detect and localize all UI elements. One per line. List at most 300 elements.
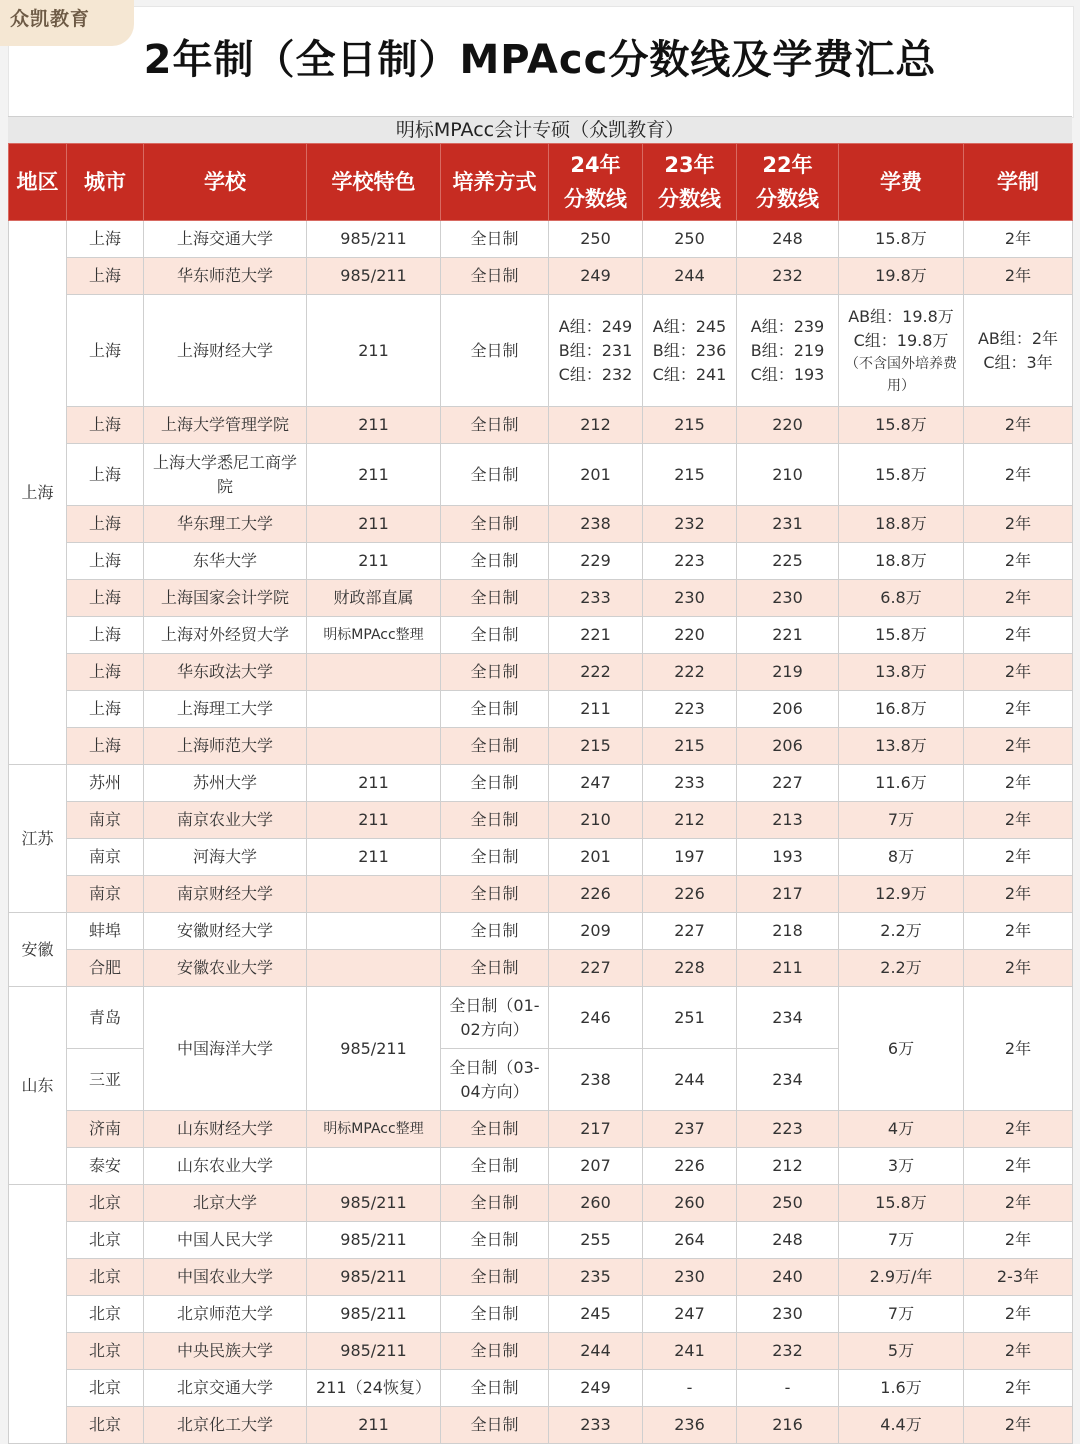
score-23-cell: 230 xyxy=(643,580,737,617)
score-23-cell: 233 xyxy=(643,765,737,802)
feature-cell xyxy=(307,728,441,765)
score-23-cell: 244 xyxy=(643,1049,737,1111)
table-row xyxy=(9,765,1073,802)
score-23-cell: 215 xyxy=(643,728,737,765)
fee-note: （不含国外培养费用） xyxy=(845,355,957,394)
region-cell xyxy=(9,1185,67,1444)
score-22-cell: 206 xyxy=(737,728,839,765)
school-cell: 上海大学管理学院 xyxy=(144,407,307,444)
score-22-cell: 216 xyxy=(737,1407,839,1444)
score-24-cell: 227 xyxy=(549,950,643,987)
feature-cell: 211 xyxy=(307,407,441,444)
city-cell: 上海 xyxy=(67,691,144,728)
score-23-cell: 222 xyxy=(643,654,737,691)
school-cell: 东华大学 xyxy=(144,543,307,580)
score-23-cell: 244 xyxy=(643,258,737,295)
fee-cell: 13.8万 xyxy=(839,654,964,691)
feature-cell: 985/211 xyxy=(307,1296,441,1333)
city-cell: 合肥 xyxy=(67,950,144,987)
duration-cell: 2年 xyxy=(964,765,1073,802)
school-cell: 北京化工大学 xyxy=(144,1407,307,1444)
table-row xyxy=(9,295,1073,407)
mode-cell: 全日制 xyxy=(441,1296,549,1333)
city-cell: 上海 xyxy=(67,444,144,506)
score-22-cell: 234 xyxy=(737,1049,839,1111)
school-cell: 苏州大学 xyxy=(144,765,307,802)
table-row xyxy=(9,617,1073,654)
region-cell: 江苏 xyxy=(9,765,67,913)
city-cell: 北京 xyxy=(67,1259,144,1296)
table-row xyxy=(9,1148,1073,1185)
header-year: 22年 xyxy=(762,153,813,177)
city-cell: 南京 xyxy=(67,876,144,913)
city-cell: 北京 xyxy=(67,1222,144,1259)
table-row xyxy=(9,728,1073,765)
score-24-cell: 221 xyxy=(549,617,643,654)
header-city: 城市 xyxy=(67,144,144,221)
feature-cell: 985/211 xyxy=(307,1222,441,1259)
score-23-cell: 212 xyxy=(643,802,737,839)
fee-cell: 6.8万 xyxy=(839,580,964,617)
duration-cell: 2年 xyxy=(964,1296,1073,1333)
score-22-cell: 218 xyxy=(737,913,839,950)
table-row xyxy=(9,1333,1073,1370)
mode-cell: 全日制 xyxy=(441,543,549,580)
duration-cell: 2年 xyxy=(964,1185,1073,1222)
duration-cell: 2年 xyxy=(964,1370,1073,1407)
mode-cell: 全日制 xyxy=(441,839,549,876)
fee-cell: 3万 xyxy=(839,1148,964,1185)
score-22-cell: 193 xyxy=(737,839,839,876)
table-header-row xyxy=(9,144,1073,221)
score-23-cell: 226 xyxy=(643,876,737,913)
city-cell: 济南 xyxy=(67,1111,144,1148)
table-row xyxy=(9,258,1073,295)
score-22-cell: 232 xyxy=(737,258,839,295)
mode-cell: 全日制 xyxy=(441,1259,549,1296)
fee-cell: 7万 xyxy=(839,1222,964,1259)
fee-groups: AB组：19.8万 C组：19.8万 xyxy=(848,306,954,350)
city-cell: 北京 xyxy=(67,1296,144,1333)
fee-cell: 11.6万 xyxy=(839,765,964,802)
city-cell: 苏州 xyxy=(67,765,144,802)
fee-cell xyxy=(839,295,964,407)
mode-cell: 全日制 xyxy=(441,1185,549,1222)
table-row xyxy=(9,1296,1073,1333)
mode-cell: 全日制 xyxy=(441,580,549,617)
city-cell: 北京 xyxy=(67,1407,144,1444)
mode-cell: 全日制 xyxy=(441,913,549,950)
mode-cell: 全日制（03-04方向） xyxy=(441,1049,549,1111)
city-cell: 青岛 xyxy=(67,987,144,1049)
score-24-cell: 212 xyxy=(549,407,643,444)
feature-cell: 985/211 xyxy=(307,1259,441,1296)
feature-cell: 明标MPAcc整理 xyxy=(307,617,441,654)
table-row xyxy=(9,876,1073,913)
score-24-cell: 245 xyxy=(549,1296,643,1333)
fee-cell: 1.6万 xyxy=(839,1370,964,1407)
header-mode: 培养方式 xyxy=(441,144,549,221)
school-cell: 上海交通大学 xyxy=(144,221,307,258)
city-cell: 上海 xyxy=(67,258,144,295)
school-cell: 山东农业大学 xyxy=(144,1148,307,1185)
feature-cell: 985/211 xyxy=(307,987,441,1111)
school-cell: 华东师范大学 xyxy=(144,258,307,295)
table-row xyxy=(9,1222,1073,1259)
fee-cell: 2.9万/年 xyxy=(839,1259,964,1296)
mode-cell: 全日制 xyxy=(441,950,549,987)
mode-cell: 全日制 xyxy=(441,295,549,407)
fee-cell: 15.8万 xyxy=(839,1185,964,1222)
table-row xyxy=(9,691,1073,728)
table-row xyxy=(9,1111,1073,1148)
score-24-cell: 201 xyxy=(549,839,643,876)
city-cell: 三亚 xyxy=(67,1049,144,1111)
score-24-cell: 226 xyxy=(549,876,643,913)
score-22-cell: A组：239 B组：219 C组：193 xyxy=(737,295,839,407)
mode-cell: 全日制 xyxy=(441,1333,549,1370)
header-feature: 学校特色 xyxy=(307,144,441,221)
fee-cell: 6万 xyxy=(839,987,964,1111)
mode-cell: 全日制 xyxy=(441,1148,549,1185)
table-row xyxy=(9,506,1073,543)
region-cell: 山东 xyxy=(9,987,67,1185)
feature-cell xyxy=(307,913,441,950)
score-23-cell: 237 xyxy=(643,1111,737,1148)
score-24-cell: 235 xyxy=(549,1259,643,1296)
school-cell: 北京大学 xyxy=(144,1185,307,1222)
header-score-22 xyxy=(737,144,839,221)
score-22-cell: 225 xyxy=(737,543,839,580)
table-row xyxy=(9,221,1073,258)
city-cell: 泰安 xyxy=(67,1148,144,1185)
score-23-cell: 247 xyxy=(643,1296,737,1333)
header-score-23 xyxy=(643,144,737,221)
duration-cell: 2年 xyxy=(964,654,1073,691)
duration-cell: 2年 xyxy=(964,580,1073,617)
mode-cell: 全日制 xyxy=(441,258,549,295)
school-cell: 上海财经大学 xyxy=(144,295,307,407)
fee-cell: 18.8万 xyxy=(839,543,964,580)
city-cell: 北京 xyxy=(67,1370,144,1407)
score-23-cell: 251 xyxy=(643,987,737,1049)
school-cell: 上海大学悉尼工商学院 xyxy=(144,444,307,506)
mode-cell: 全日制 xyxy=(441,765,549,802)
score-24-cell: 260 xyxy=(549,1185,643,1222)
fee-cell: 19.8万 xyxy=(839,258,964,295)
score-22-cell: 217 xyxy=(737,876,839,913)
fee-cell: 13.8万 xyxy=(839,728,964,765)
score-22-cell: 220 xyxy=(737,407,839,444)
score-22-cell: 213 xyxy=(737,802,839,839)
school-cell: 南京财经大学 xyxy=(144,876,307,913)
header-score-24 xyxy=(549,144,643,221)
duration-cell: 2年 xyxy=(964,876,1073,913)
score-24-cell: 244 xyxy=(549,1333,643,1370)
duration-cell: 2年 xyxy=(964,506,1073,543)
score-23-cell: 223 xyxy=(643,543,737,580)
table-row xyxy=(9,1185,1073,1222)
fee-cell: 7万 xyxy=(839,1296,964,1333)
table-row xyxy=(9,987,1073,1049)
brand-badge: 众凯教育 xyxy=(0,0,134,46)
score-22-cell: 219 xyxy=(737,654,839,691)
mode-cell: 全日制 xyxy=(441,654,549,691)
school-cell: 中国农业大学 xyxy=(144,1259,307,1296)
feature-cell: 211 xyxy=(307,802,441,839)
fee-cell: 15.8万 xyxy=(839,407,964,444)
feature-cell: 985/211 xyxy=(307,1185,441,1222)
score-24-cell: 209 xyxy=(549,913,643,950)
score-22-cell: 227 xyxy=(737,765,839,802)
score-23-cell: 236 xyxy=(643,1407,737,1444)
region-cell: 安徽 xyxy=(9,913,67,987)
fee-cell: 2.2万 xyxy=(839,913,964,950)
duration-cell: 2-3年 xyxy=(964,1259,1073,1296)
score-24-cell: 233 xyxy=(549,580,643,617)
duration-cell: 2年 xyxy=(964,407,1073,444)
fee-cell: 18.8万 xyxy=(839,506,964,543)
duration-cell: 2年 xyxy=(964,1111,1073,1148)
page-title: 2年制（全日制）MPAcc分数线及学费汇总 xyxy=(143,37,937,83)
city-cell: 南京 xyxy=(67,802,144,839)
duration-cell: AB组：2年 C组：3年 xyxy=(964,295,1073,407)
table-row xyxy=(9,802,1073,839)
school-cell: 华东理工大学 xyxy=(144,506,307,543)
header-year: 23年 xyxy=(664,153,715,177)
score-24-cell: 211 xyxy=(549,691,643,728)
score-23-cell: 197 xyxy=(643,839,737,876)
region-cell: 上海 xyxy=(9,221,67,765)
score-23-cell: - xyxy=(643,1370,737,1407)
mode-cell: 全日制 xyxy=(441,876,549,913)
table-row xyxy=(9,1370,1073,1407)
score-24-cell: 222 xyxy=(549,654,643,691)
feature-cell: 211 xyxy=(307,765,441,802)
score-24-cell: 215 xyxy=(549,728,643,765)
feature-cell: 211 xyxy=(307,543,441,580)
score-24-cell: 246 xyxy=(549,987,643,1049)
duration-cell: 2年 xyxy=(964,913,1073,950)
city-cell: 上海 xyxy=(67,543,144,580)
feature-cell: 211 xyxy=(307,444,441,506)
score-24-cell: 201 xyxy=(549,444,643,506)
score-23-cell: 215 xyxy=(643,444,737,506)
feature-cell: 985/211 xyxy=(307,258,441,295)
score-22-cell: - xyxy=(737,1370,839,1407)
feature-cell: 财政部直属 xyxy=(307,580,441,617)
score-24-cell: 250 xyxy=(549,221,643,258)
score-23-cell: 264 xyxy=(643,1222,737,1259)
city-cell: 上海 xyxy=(67,617,144,654)
duration-cell: 2年 xyxy=(964,839,1073,876)
fee-cell: 12.9万 xyxy=(839,876,964,913)
table-row xyxy=(9,444,1073,506)
city-cell: 上海 xyxy=(67,506,144,543)
mode-cell: 全日制 xyxy=(441,1407,549,1444)
fee-cell: 5万 xyxy=(839,1333,964,1370)
school-cell: 河海大学 xyxy=(144,839,307,876)
score-24-cell: 207 xyxy=(549,1148,643,1185)
score-22-cell: 211 xyxy=(737,950,839,987)
feature-cell xyxy=(307,691,441,728)
score-23-cell: 232 xyxy=(643,506,737,543)
score-22-cell: 248 xyxy=(737,1222,839,1259)
header-fee: 学费 xyxy=(839,144,964,221)
header-region: 地区 xyxy=(9,144,67,221)
score-22-cell: 232 xyxy=(737,1333,839,1370)
mode-cell: 全日制 xyxy=(441,506,549,543)
score-23-cell: A组：245 B组：236 C组：241 xyxy=(643,295,737,407)
mode-cell: 全日制 xyxy=(441,617,549,654)
score-22-cell: 248 xyxy=(737,221,839,258)
mode-cell: 全日制（01-02方向） xyxy=(441,987,549,1049)
header-school: 学校 xyxy=(144,144,307,221)
feature-cell: 985/211 xyxy=(307,221,441,258)
duration-cell: 2年 xyxy=(964,802,1073,839)
school-cell: 上海对外经贸大学 xyxy=(144,617,307,654)
score-24-cell: 217 xyxy=(549,1111,643,1148)
score-23-cell: 226 xyxy=(643,1148,737,1185)
school-cell: 华东政法大学 xyxy=(144,654,307,691)
score-24-cell: 255 xyxy=(549,1222,643,1259)
score-23-cell: 228 xyxy=(643,950,737,987)
duration-cell: 2年 xyxy=(964,691,1073,728)
header-year: 24年 xyxy=(570,153,621,177)
mode-cell: 全日制 xyxy=(441,1370,549,1407)
score-24-cell: 210 xyxy=(549,802,643,839)
fee-cell: 15.8万 xyxy=(839,444,964,506)
score-23-cell: 260 xyxy=(643,1185,737,1222)
school-cell: 中国人民大学 xyxy=(144,1222,307,1259)
table-row xyxy=(9,407,1073,444)
city-cell: 上海 xyxy=(67,407,144,444)
feature-cell: 明标MPAcc整理 xyxy=(307,1111,441,1148)
table-row xyxy=(9,580,1073,617)
feature-cell xyxy=(307,950,441,987)
mode-cell: 全日制 xyxy=(441,802,549,839)
score-23-cell: 215 xyxy=(643,407,737,444)
mode-cell: 全日制 xyxy=(441,1111,549,1148)
school-cell: 中央民族大学 xyxy=(144,1333,307,1370)
school-cell: 安徽农业大学 xyxy=(144,950,307,987)
score-23-cell: 241 xyxy=(643,1333,737,1370)
city-cell: 上海 xyxy=(67,654,144,691)
score-table xyxy=(8,143,1073,1444)
score-24-cell: 233 xyxy=(549,1407,643,1444)
header-score-label: 分数线 xyxy=(658,187,721,211)
school-cell: 中国海洋大学 xyxy=(144,987,307,1111)
duration-cell: 2年 xyxy=(964,987,1073,1111)
score-23-cell: 230 xyxy=(643,1259,737,1296)
mode-cell: 全日制 xyxy=(441,444,549,506)
score-22-cell: 206 xyxy=(737,691,839,728)
score-24-cell: 249 xyxy=(549,1370,643,1407)
header-score-label: 分数线 xyxy=(564,187,627,211)
school-cell: 上海师范大学 xyxy=(144,728,307,765)
score-22-cell: 250 xyxy=(737,1185,839,1222)
mode-cell: 全日制 xyxy=(441,407,549,444)
fee-cell: 15.8万 xyxy=(839,617,964,654)
score-22-cell: 230 xyxy=(737,580,839,617)
score-22-cell: 223 xyxy=(737,1111,839,1148)
table-row xyxy=(9,1259,1073,1296)
school-cell: 上海理工大学 xyxy=(144,691,307,728)
fee-cell: 4万 xyxy=(839,1111,964,1148)
mode-cell: 全日制 xyxy=(441,691,549,728)
score-22-cell: 230 xyxy=(737,1296,839,1333)
city-cell: 上海 xyxy=(67,221,144,258)
duration-cell: 2年 xyxy=(964,1407,1073,1444)
score-23-cell: 220 xyxy=(643,617,737,654)
score-22-cell: 212 xyxy=(737,1148,839,1185)
fee-cell: 4.4万 xyxy=(839,1407,964,1444)
city-cell: 上海 xyxy=(67,728,144,765)
score-24-cell: 238 xyxy=(549,506,643,543)
duration-cell: 2年 xyxy=(964,258,1073,295)
mode-cell: 全日制 xyxy=(441,728,549,765)
school-cell: 山东财经大学 xyxy=(144,1111,307,1148)
table-row xyxy=(9,950,1073,987)
duration-cell: 2年 xyxy=(964,444,1073,506)
fee-cell: 15.8万 xyxy=(839,221,964,258)
table-row xyxy=(9,543,1073,580)
duration-cell: 2年 xyxy=(964,1222,1073,1259)
table-row xyxy=(9,654,1073,691)
city-cell: 上海 xyxy=(67,580,144,617)
city-cell: 南京 xyxy=(67,839,144,876)
feature-cell: 211 xyxy=(307,506,441,543)
score-22-cell: 221 xyxy=(737,617,839,654)
score-22-cell: 231 xyxy=(737,506,839,543)
score-22-cell: 234 xyxy=(737,987,839,1049)
score-23-cell: 223 xyxy=(643,691,737,728)
score-22-cell: 240 xyxy=(737,1259,839,1296)
school-cell: 安徽财经大学 xyxy=(144,913,307,950)
score-24-cell: 249 xyxy=(549,258,643,295)
fee-cell: 7万 xyxy=(839,802,964,839)
duration-cell: 2年 xyxy=(964,221,1073,258)
school-cell: 南京农业大学 xyxy=(144,802,307,839)
header-duration: 学制 xyxy=(964,144,1073,221)
fee-cell: 16.8万 xyxy=(839,691,964,728)
city-cell: 蚌埠 xyxy=(67,913,144,950)
city-cell: 北京 xyxy=(67,1185,144,1222)
feature-cell: 211 xyxy=(307,839,441,876)
score-24-cell: A组：249 B组：231 C组：232 xyxy=(549,295,643,407)
feature-cell: 985/211 xyxy=(307,1333,441,1370)
table-subtitle: 明标MPAcc会计专硕（众凯教育） xyxy=(8,116,1072,144)
fee-cell: 2.2万 xyxy=(839,950,964,987)
feature-cell xyxy=(307,1148,441,1185)
school-cell: 北京交通大学 xyxy=(144,1370,307,1407)
duration-cell: 2年 xyxy=(964,728,1073,765)
feature-cell: 211 xyxy=(307,295,441,407)
duration-cell: 2年 xyxy=(964,950,1073,987)
table-row xyxy=(9,1407,1073,1444)
feature-cell xyxy=(307,876,441,913)
header-score-label: 分数线 xyxy=(756,187,819,211)
table-row xyxy=(9,839,1073,876)
mode-cell: 全日制 xyxy=(441,221,549,258)
score-23-cell: 250 xyxy=(643,221,737,258)
feature-cell: 211（24恢复） xyxy=(307,1370,441,1407)
city-cell: 北京 xyxy=(67,1333,144,1370)
score-22-cell: 210 xyxy=(737,444,839,506)
feature-cell xyxy=(307,654,441,691)
city-cell: 上海 xyxy=(67,295,144,407)
score-23-cell: 227 xyxy=(643,913,737,950)
